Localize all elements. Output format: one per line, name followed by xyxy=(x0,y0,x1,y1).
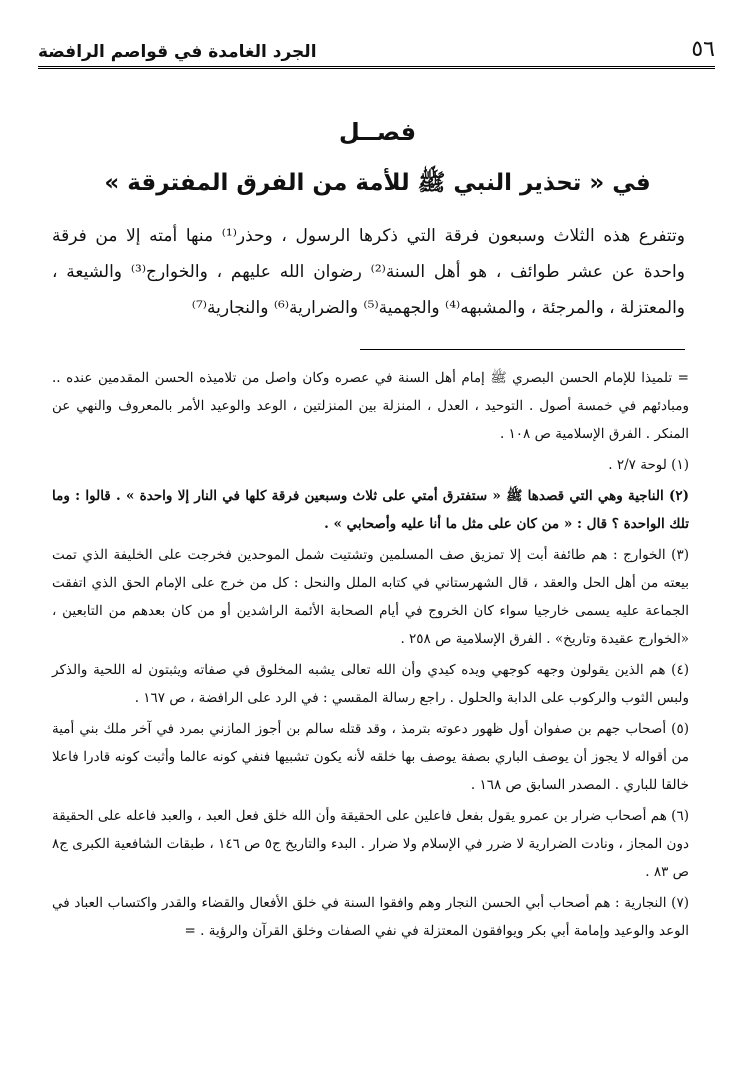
section-heading: فصــل xyxy=(338,118,417,146)
footnote-6: (٦) هم أصحاب ضرار بن عمرو يقول بفعل فاعلين على الحقيقة وأن الله خلق فعل العبد ، والعبد فاعله على الحقيقة دون المجاز ، ونادت الضرارية لا ضرر في الإسلام ولا ضرار . البدء والتاريخ ج٥ ص ١٤٦ ، طبقات الشافعية الكبرى ج٨ ص ٨٣ . xyxy=(52,808,689,880)
footnote-divider xyxy=(360,349,685,350)
page-header xyxy=(38,20,715,62)
running-title: الجرد الغامدة في قواصم الرافضة xyxy=(38,42,317,62)
main-text xyxy=(52,218,685,326)
page-number: ٥٦ xyxy=(691,37,715,62)
body-paragraph: وتتفرع هذه الثلاث وسبعون فرقة التي ذكرها الرسول ، وحذر⁽¹⁾ منها أمته إلا من فرقة واحدة عن عشر طوائف ، هو أهل السنة⁽²⁾ رضوان الله عليهم ، والخوارج⁽³⁾ والشيعة ، والمعتزلة ، والمرجئة ، والمشبهه⁽⁴⁾ والجهمية⁽⁵⁾ والضرارية⁽⁶⁾ والنجارية⁽⁷⁾ xyxy=(52,226,685,318)
header-divider xyxy=(38,66,715,69)
footnote-3: (٣) الخوارج : هم طائفة أبت إلا تمزيق صف المسلمين وتشتيت شمل الموحدين فخرجت على الخليفة الذي تمت بيعته من أهل الحل والعقد ، قال الشهرستاني في كتابه الملل والنحل : كل من خرج على الإمام الحق الذي اتفقت الجماعة عليه يسمى خارجيا سواء كان الخروج في أيام الصحابة الأئمة الراشدين أو من كان بعدهم من التابعين ، «الخوارج عقيدة وتاريخ» . الفرق الإسلامية ص ٢٥٨ . xyxy=(52,547,689,647)
footnotes xyxy=(52,364,689,948)
footnote-2: (٢) الناجية وهي التي قصدها ﷺ « ستفترق أمتي على ثلاث وسبعين فرقة كلها في النار إلا واحدة » . قالوا : وما تلك الواحدة ؟ قال : « من كان على مثل ما أنا عليه وأصحابي » . xyxy=(52,488,689,532)
footnote-continued: = تلميذا للإمام الحسن البصري ﷺ إمام أهل السنة في عصره وكان واصل من تلاميذه الحسن المقدمين عنده .. ومبادئهم في خمسة أصول . التوحيد ، العدل ، المنزلة بين المنزلتين ، الوعد والوعيد الأمر بالمعروف والنهي عن المنكر . الفرق الإسلامية ص ١٠٨ . xyxy=(52,370,689,442)
footnote-7: (٧) النجارية : هم أصحاب أبي الحسن النجار وهم وافقوا السنة في خلق الأفعال والقضاء والقدر واكتساب العباد في الوعد والوعيد وإمامة أبي بكر ويوافقون المعتزلة في نفي الصفات وخلق القرآن والرؤية . = xyxy=(52,895,689,939)
section-subheading: في « تحذير النبي ﷺ للأمة من الفرق المفترقة » xyxy=(104,170,651,196)
footnote-5: (٥) أصحاب جهم بن صفوان أول ظهور دعوته بترمذ ، وقد قتله سالم بن أجوز المازني بمرد في آخر ملك بني أمية من أقواله لا يجوز أن يوصف الباري بصفة يوصف بها خلقه لأنه يكون تشبيها فنفي كونه عالما وأثبت كونه قادرا فاعلا خالقا للباري . المصدر السابق ص ١٦٨ . xyxy=(52,721,689,793)
footnote-4: (٤) هم الذين يقولون وجهه كوجهي ويده كيدي وأن الله تعالى يشبه المخلوق في صفاته ويثبتون له اللحية والذكر ولبس الثوب والركوب على الدابة والحلول . راجع رسالة المقسي : في الرد على الرافضة ، ص ١٦٧ . xyxy=(52,662,689,706)
footnote-1: (١) لوحة ٢/٧ . xyxy=(608,457,689,473)
